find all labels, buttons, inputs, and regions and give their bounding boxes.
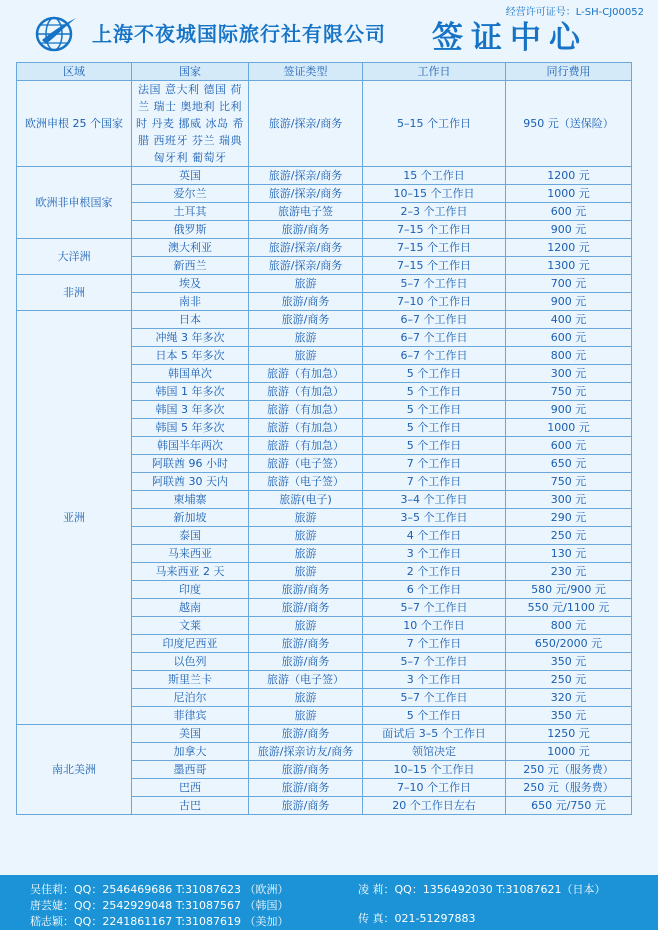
country-cell: 以色列 [132, 653, 249, 671]
country-cell: 韩国半年两次 [132, 437, 249, 455]
visa-type-cell: 旅游 [249, 509, 363, 527]
fee-cell: 700 元 [506, 275, 632, 293]
visa-type-cell: 旅游 [249, 707, 363, 725]
working-days-cell: 5 个工作日 [363, 707, 506, 725]
fee-cell: 1200 元 [506, 239, 632, 257]
working-days-cell: 15 个工作日 [363, 167, 506, 185]
header-fee: 同行费用 [506, 63, 632, 81]
working-days-cell: 10–15 个工作日 [363, 761, 506, 779]
visa-type-cell: 旅游/商务 [249, 725, 363, 743]
header-country: 国家 [132, 63, 249, 81]
fee-cell: 320 元 [506, 689, 632, 707]
country-cell: 韩国 5 年多次 [132, 419, 249, 437]
working-days-cell: 5 个工作日 [363, 419, 506, 437]
working-days-cell: 面试后 3–5 个工作日 [363, 725, 506, 743]
visa-type-cell: 旅游 [249, 275, 363, 293]
country-cell: 美国 [132, 725, 249, 743]
fee-cell: 900 元 [506, 293, 632, 311]
visa-type-cell: 旅游（有加急） [249, 437, 363, 455]
region-cell: 南北美洲 [17, 725, 132, 815]
working-days-cell: 5 个工作日 [363, 365, 506, 383]
table-header-row [17, 63, 632, 81]
country-cell: 阿联酋 30 天内 [132, 473, 249, 491]
region-cell: 大洋洲 [17, 239, 132, 275]
working-days-cell: 5–7 个工作日 [363, 599, 506, 617]
header-region: 区域 [17, 63, 132, 81]
fee-cell: 580 元/900 元 [506, 581, 632, 599]
country-cell: 韩国单次 [132, 365, 249, 383]
fee-cell: 250 元 [506, 527, 632, 545]
company-name: 上海不夜城国际旅行社有限公司 [92, 22, 386, 46]
working-days-cell: 领馆决定 [363, 743, 506, 761]
fee-cell: 250 元（服务费） [506, 779, 632, 797]
country-cell: 俄罗斯 [132, 221, 249, 239]
fee-cell: 750 元 [506, 383, 632, 401]
working-days-cell: 7 个工作日 [363, 455, 506, 473]
visa-type-cell: 旅游/商务 [249, 221, 363, 239]
fee-cell: 1000 元 [506, 743, 632, 761]
working-days-cell: 5 个工作日 [363, 437, 506, 455]
fee-cell: 950 元（送保险） [506, 81, 632, 167]
visa-type-cell: 旅游 [249, 689, 363, 707]
fee-cell: 250 元 [506, 671, 632, 689]
country-cell: 印度尼西亚 [132, 635, 249, 653]
country-cell: 马来西亚 2 天 [132, 563, 249, 581]
country-cell: 印度 [132, 581, 249, 599]
visa-type-cell: 旅游/探亲/商务 [249, 81, 363, 167]
table-row [17, 239, 632, 257]
fee-cell: 1250 元 [506, 725, 632, 743]
fee-cell: 300 元 [506, 365, 632, 383]
country-cell: 英国 [132, 167, 249, 185]
table-row [17, 167, 632, 185]
working-days-cell: 5–7 个工作日 [363, 275, 506, 293]
country-cell: 冲绳 3 年多次 [132, 329, 249, 347]
country-cell: 加拿大 [132, 743, 249, 761]
fee-cell: 750 元 [506, 473, 632, 491]
visa-type-cell: 旅游 [249, 329, 363, 347]
table-row [17, 81, 632, 167]
working-days-cell: 7–10 个工作日 [363, 293, 506, 311]
visa-type-cell: 旅游（有加急） [249, 419, 363, 437]
fax-line: 传 真：021-51297883 [358, 912, 476, 925]
visa-type-cell: 旅游/商务 [249, 653, 363, 671]
visa-type-cell: 旅游(电子) [249, 491, 363, 509]
visa-type-cell: 旅游（有加急） [249, 365, 363, 383]
fee-cell: 1000 元 [506, 419, 632, 437]
visa-type-cell: 旅游/商务 [249, 797, 363, 815]
country-cell: 日本 5 年多次 [132, 347, 249, 365]
country-cell: 新加坡 [132, 509, 249, 527]
visa-type-cell: 旅游/探亲访友/商务 [249, 743, 363, 761]
country-cell: 菲律宾 [132, 707, 249, 725]
visa-type-cell: 旅游/商务 [249, 599, 363, 617]
fee-cell: 1000 元 [506, 185, 632, 203]
country-cell: 越南 [132, 599, 249, 617]
country-cell: 南非 [132, 293, 249, 311]
working-days-cell: 10–15 个工作日 [363, 185, 506, 203]
header-visa-type: 签证类型 [249, 63, 363, 81]
region-cell: 亚洲 [17, 311, 132, 725]
country-cell: 澳大利亚 [132, 239, 249, 257]
fee-cell: 600 元 [506, 329, 632, 347]
contact-line: 吴佳莉：QQ：2546469686 T:31087623 （欧洲） [30, 883, 289, 896]
country-cell: 法国 意大利 德国 荷兰 瑞士 奥地利 比利时 丹麦 挪威 冰岛 希腊 西班牙 芬兰 瑞典 匈牙利 葡萄牙 [132, 81, 249, 167]
fee-cell: 650 元 [506, 455, 632, 473]
country-cell: 埃及 [132, 275, 249, 293]
country-cell: 日本 [132, 311, 249, 329]
contact-line: 唐芸婕：QQ：2542929048 T:31087567 （韩国） [30, 899, 289, 912]
working-days-cell: 3 个工作日 [363, 671, 506, 689]
contact-line: 嵇志颖：QQ：2241861167 T:31087619 （美加） [30, 915, 289, 928]
visa-price-table [16, 62, 632, 815]
country-cell: 文莱 [132, 617, 249, 635]
visa-type-cell: 旅游 [249, 617, 363, 635]
working-days-cell: 7 个工作日 [363, 635, 506, 653]
country-cell: 土耳其 [132, 203, 249, 221]
fee-cell: 350 元 [506, 653, 632, 671]
working-days-cell: 5 个工作日 [363, 401, 506, 419]
fee-cell: 400 元 [506, 311, 632, 329]
working-days-cell: 3–5 个工作日 [363, 509, 506, 527]
working-days-cell: 5–7 个工作日 [363, 689, 506, 707]
working-days-cell: 20 个工作日左右 [363, 797, 506, 815]
country-cell: 新西兰 [132, 257, 249, 275]
region-cell: 非洲 [17, 275, 132, 311]
visa-type-cell: 旅游（电子签） [249, 671, 363, 689]
working-days-cell: 3–4 个工作日 [363, 491, 506, 509]
fee-cell: 600 元 [506, 203, 632, 221]
visa-type-cell: 旅游/探亲/商务 [249, 167, 363, 185]
fee-cell: 350 元 [506, 707, 632, 725]
working-days-cell: 6–7 个工作日 [363, 329, 506, 347]
fee-cell: 650/2000 元 [506, 635, 632, 653]
working-days-cell: 2 个工作日 [363, 563, 506, 581]
fee-cell: 1200 元 [506, 167, 632, 185]
working-days-cell: 6–7 个工作日 [363, 347, 506, 365]
working-days-cell: 5–7 个工作日 [363, 653, 506, 671]
visa-type-cell: 旅游/商务 [249, 779, 363, 797]
visa-type-cell: 旅游/商务 [249, 311, 363, 329]
fee-cell: 290 元 [506, 509, 632, 527]
visa-type-cell: 旅游/商务 [249, 761, 363, 779]
fee-cell: 300 元 [506, 491, 632, 509]
country-cell: 马来西亚 [132, 545, 249, 563]
country-cell: 墨西哥 [132, 761, 249, 779]
working-days-cell: 5–15 个工作日 [363, 81, 506, 167]
working-days-cell: 10 个工作日 [363, 617, 506, 635]
country-cell: 巴西 [132, 779, 249, 797]
header [0, 0, 658, 60]
country-cell: 韩国 3 年多次 [132, 401, 249, 419]
working-days-cell: 6 个工作日 [363, 581, 506, 599]
table-row [17, 275, 632, 293]
visa-type-cell: 旅游/探亲/商务 [249, 185, 363, 203]
visa-type-cell: 旅游（有加急） [249, 401, 363, 419]
country-cell: 泰国 [132, 527, 249, 545]
working-days-cell: 7–15 个工作日 [363, 239, 506, 257]
region-cell: 欧洲申根 25 个国家 [17, 81, 132, 167]
country-cell: 柬埔寨 [132, 491, 249, 509]
country-cell: 爱尔兰 [132, 185, 249, 203]
country-cell: 古巴 [132, 797, 249, 815]
visa-type-cell: 旅游（电子签） [249, 455, 363, 473]
visa-type-cell: 旅游/商务 [249, 293, 363, 311]
contact-line: 凌 莉：QQ：1356492030 T:31087621（日本） [358, 883, 606, 896]
working-days-cell: 6–7 个工作日 [363, 311, 506, 329]
visa-type-cell: 旅游 [249, 347, 363, 365]
header-working-days: 工作日 [363, 63, 506, 81]
working-days-cell: 5 个工作日 [363, 383, 506, 401]
fee-cell: 230 元 [506, 563, 632, 581]
visa-center-title: 签证中心 [432, 20, 588, 56]
fee-cell: 900 元 [506, 221, 632, 239]
visa-type-cell: 旅游/商务 [249, 635, 363, 653]
working-days-cell: 2–3 个工作日 [363, 203, 506, 221]
visa-type-cell: 旅游/探亲/商务 [249, 257, 363, 275]
globe-logo-icon [34, 14, 78, 52]
visa-type-cell: 旅游/探亲/商务 [249, 239, 363, 257]
fee-cell: 800 元 [506, 347, 632, 365]
table-row [17, 311, 632, 329]
visa-type-cell: 旅游（有加急） [249, 383, 363, 401]
fee-cell: 650 元/750 元 [506, 797, 632, 815]
country-cell: 斯里兰卡 [132, 671, 249, 689]
fee-cell: 130 元 [506, 545, 632, 563]
fee-cell: 1300 元 [506, 257, 632, 275]
visa-type-cell: 旅游（电子签） [249, 473, 363, 491]
working-days-cell: 7–10 个工作日 [363, 779, 506, 797]
country-cell: 尼泊尔 [132, 689, 249, 707]
fee-cell: 600 元 [506, 437, 632, 455]
visa-type-cell: 旅游电子签 [249, 203, 363, 221]
working-days-cell: 3 个工作日 [363, 545, 506, 563]
visa-type-cell: 旅游 [249, 545, 363, 563]
working-days-cell: 4 个工作日 [363, 527, 506, 545]
visa-type-cell: 旅游/商务 [249, 581, 363, 599]
fee-cell: 900 元 [506, 401, 632, 419]
region-cell: 欧洲非申根国家 [17, 167, 132, 239]
working-days-cell: 7–15 个工作日 [363, 221, 506, 239]
country-cell: 韩国 1 年多次 [132, 383, 249, 401]
visa-type-cell: 旅游 [249, 527, 363, 545]
working-days-cell: 7 个工作日 [363, 473, 506, 491]
visa-type-cell: 旅游 [249, 563, 363, 581]
fee-cell: 250 元（服务费） [506, 761, 632, 779]
fee-cell: 550 元/1100 元 [506, 599, 632, 617]
license-number: 经营许可证号：L-SH-CJ00052 [505, 7, 644, 18]
fee-cell: 800 元 [506, 617, 632, 635]
working-days-cell: 7–15 个工作日 [363, 257, 506, 275]
table-body [17, 81, 632, 815]
footer-contacts [0, 875, 658, 930]
country-cell: 阿联酋 96 小时 [132, 455, 249, 473]
table-row [17, 725, 632, 743]
